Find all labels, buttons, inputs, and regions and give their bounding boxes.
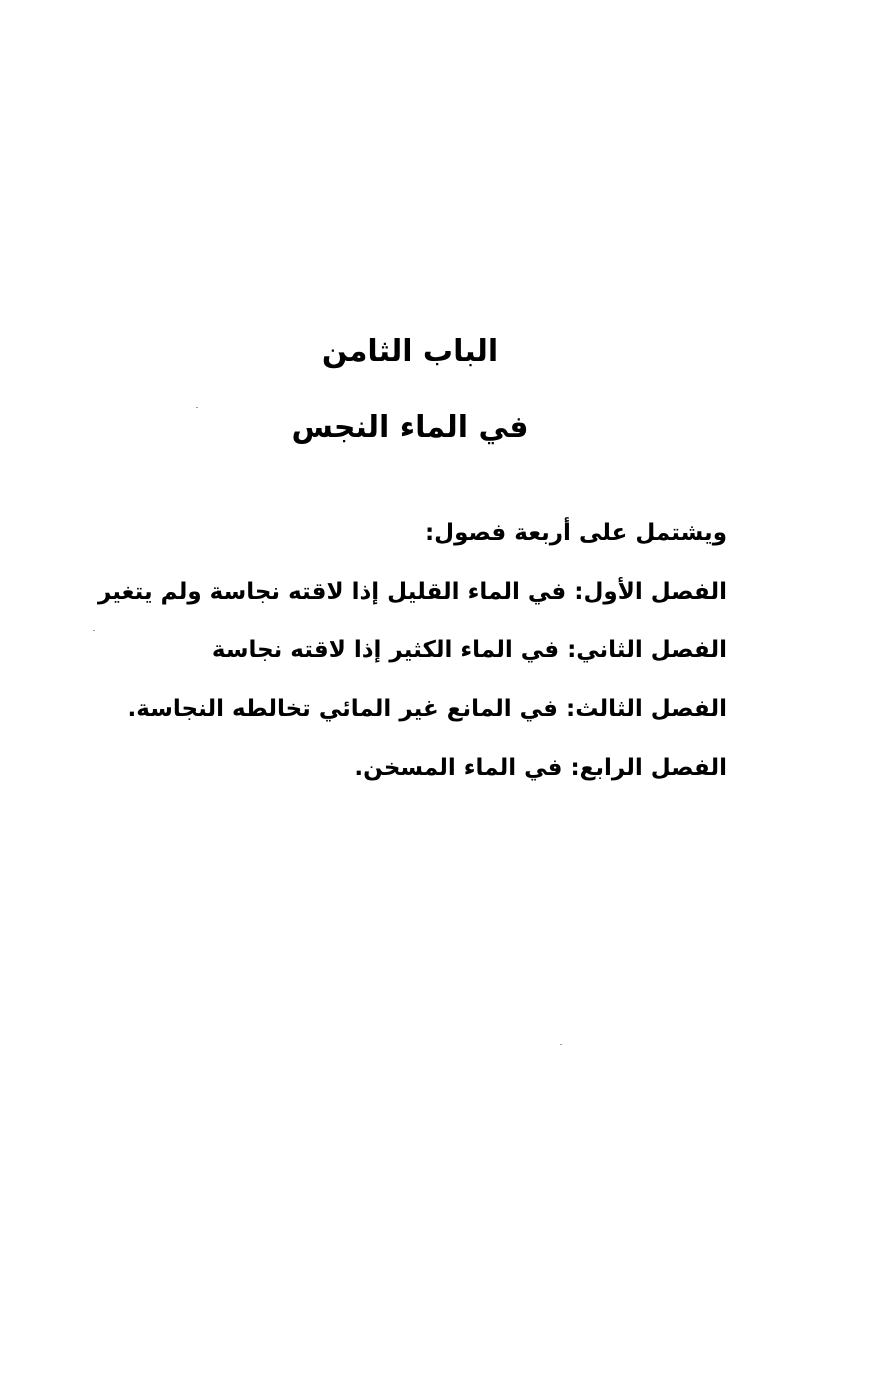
chapter-subtitle: في الماء النجس [291, 410, 529, 445]
section-line-4: الفصل الرابع: في الماء المسخن. [354, 755, 727, 781]
chapter-title: الباب الثامن [321, 334, 499, 369]
section-line-3: الفصل الثالث: في المانع غير المائي تخالطه النجاسة. [127, 696, 727, 722]
scan-speck [93, 630, 95, 631]
scan-speck [196, 407, 198, 408]
section-line-2: الفصل الثاني: في الماء الكثير إذا لاقته نجاسة [211, 637, 727, 663]
chapter-intro: ويشتمل على أربعة فصول: [424, 520, 727, 546]
section-line-1: الفصل الأول: في الماء القليل إذا لاقته نجاسة ولم يتغير [97, 579, 727, 605]
scan-speck [560, 1044, 562, 1045]
